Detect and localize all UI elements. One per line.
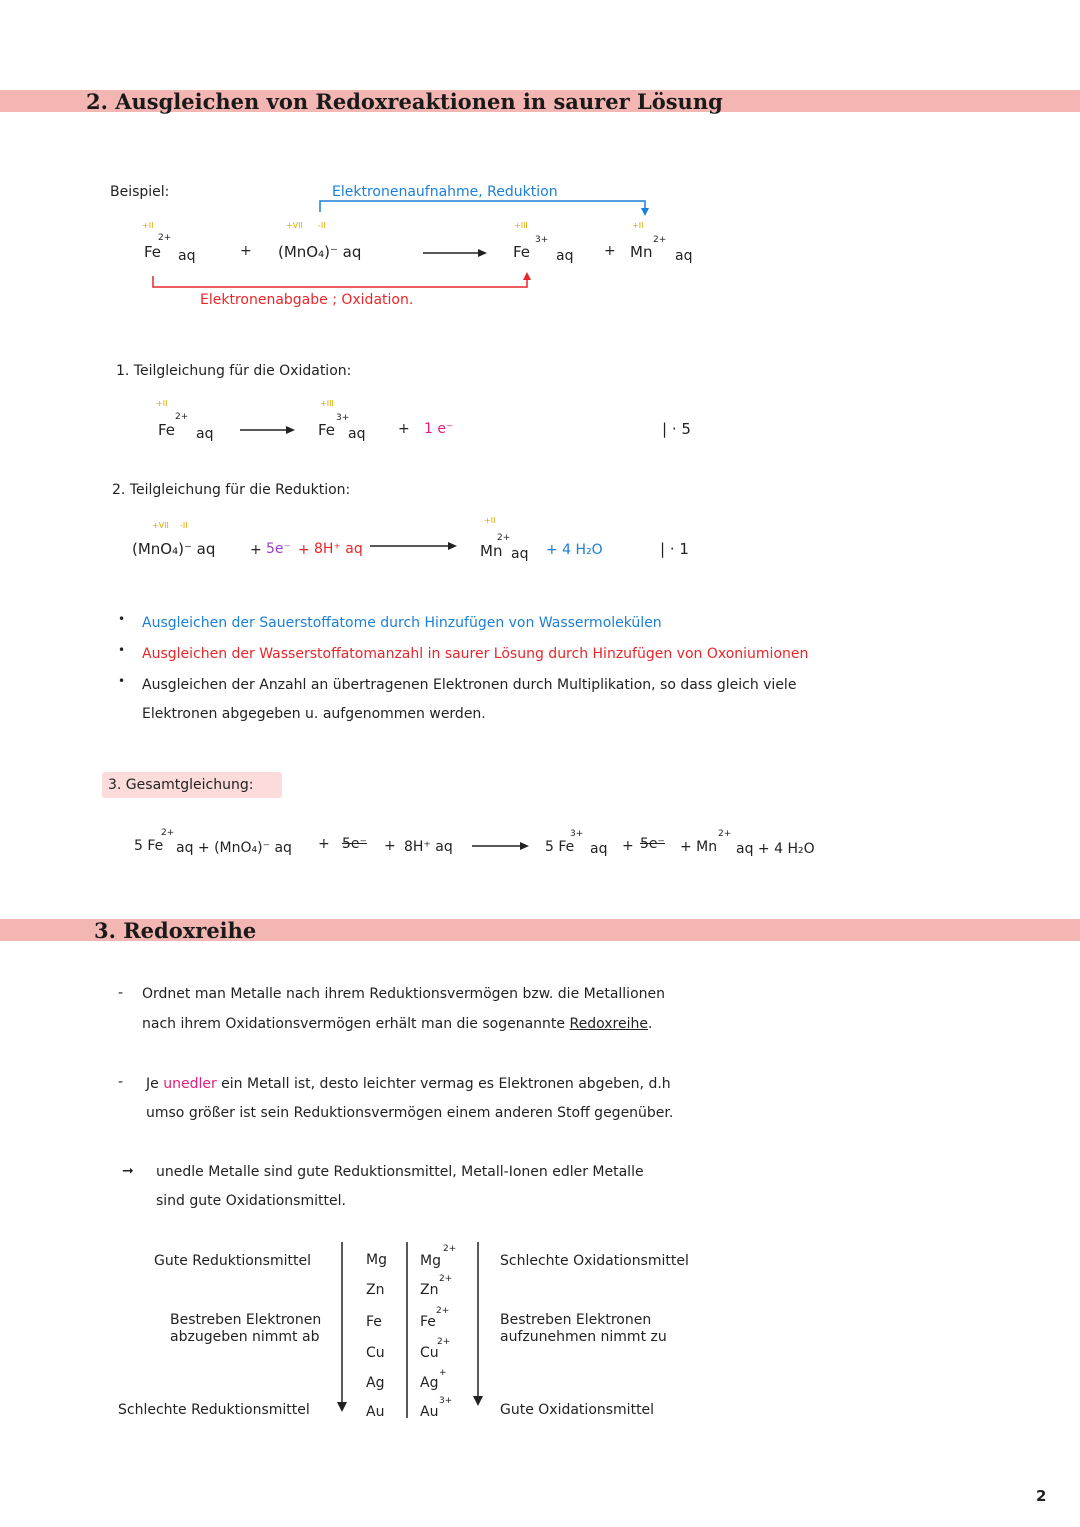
arrow-label-reduction: Elektronenaufnahme, Reduktion <box>332 184 558 200</box>
factor: | · 1 <box>660 540 689 558</box>
teilgleichung-2-label: 2. Teilgleichung für die Reduktion: <box>112 482 351 498</box>
gesamtgleichung-label: 3. Gesamtgleichung: <box>108 777 254 793</box>
formula-mno4: (MnO₄)⁻ aq <box>132 540 216 558</box>
metal: Ag <box>366 1375 385 1391</box>
label-good-oxidizing: Gute Oxidationsmittel <box>500 1402 655 1418</box>
section-3-title: 3. Redoxreihe <box>94 918 257 943</box>
charge: 2+ <box>718 829 732 839</box>
ox-number: +VII <box>152 521 169 530</box>
ox-number: +III <box>514 221 528 230</box>
aq: aq <box>590 841 608 857</box>
electron-cancelled: 5e⁻ <box>640 836 665 852</box>
dash: - <box>118 985 124 1001</box>
charge: 2+ <box>437 1337 451 1347</box>
plus: + <box>250 542 262 558</box>
water: + 4 H₂O <box>546 542 603 558</box>
ox-number: +VII <box>286 221 303 230</box>
aq: aq <box>196 426 214 442</box>
example-label: Beispiel: <box>110 184 170 200</box>
charge: 3+ <box>570 829 584 839</box>
charge: 2+ <box>443 1244 457 1254</box>
metal-ion: Mg <box>420 1253 441 1269</box>
teilgleichung-1-label: 1. Teilgleichung für die Oxidation: <box>116 363 352 379</box>
total-right-water: aq + 4 H₂O <box>736 841 815 857</box>
aq: aq <box>348 426 366 442</box>
label-bad-reducing: Schlechte Reduktionsmittel <box>118 1402 310 1418</box>
formula-fe3: Fe <box>513 243 531 261</box>
bullet-2: Ausgleichen der Wasserstoffatomanzahl in saurer Lösung durch Hinzufügen von Oxoniumionen <box>142 646 809 662</box>
section-2-title: 2. Ausgleichen von Redoxreaktionen in saurer Lösung <box>86 89 723 114</box>
para-1-line-2: nach ihrem Oxidationsvermögen erhält man die sogenannte Redoxreihe. <box>142 1016 653 1032</box>
reaction-arrow <box>240 424 296 436</box>
unedler-term: unedler <box>163 1076 217 1092</box>
label-left-trend-1: Bestreben Elektronen <box>170 1312 322 1328</box>
electron: 5e⁻ <box>266 541 291 557</box>
metal: Fe <box>366 1314 382 1330</box>
total-right-fe: 5 Fe <box>545 839 575 855</box>
total-left-mno4: aq + (MnO₄)⁻ aq <box>176 840 292 856</box>
charge: 2+ <box>175 412 189 422</box>
para-3-line-2: sind gute Oxidationsmittel. <box>156 1193 346 1209</box>
redox-series-lines <box>330 1238 500 1422</box>
arrow-label-oxidation: Elektronenabgabe ; Oxidation. <box>200 292 414 308</box>
para-1-line-1: Ordnet man Metalle nach ihrem Reduktionsvermögen bzw. die Metallionen <box>142 986 665 1002</box>
plus: + <box>318 836 330 852</box>
aq: aq <box>675 248 693 264</box>
para-2-line-2: umso größer ist sein Reduktionsvermögen einem anderen Stoff gegenüber. <box>146 1105 674 1121</box>
metal-ion: Zn <box>420 1282 439 1298</box>
label-bad-oxidizing: Schlechte Oxidationsmittel <box>500 1253 689 1269</box>
ox-number: +II <box>484 516 496 525</box>
formula-fe: Fe <box>158 421 176 439</box>
charge: 3+ <box>535 235 549 245</box>
para-2-line-1: Je unedler ein Metall ist, desto leichter vermag es Elektronen abgeben, d.h <box>146 1076 671 1092</box>
charge: 3+ <box>439 1396 453 1406</box>
label-right-trend-1: Bestreben Elektronen <box>500 1312 652 1328</box>
label-good-reducing: Gute Reduktionsmittel <box>154 1253 311 1269</box>
bullet-3-cont: Elektronen abgegeben u. aufgenommen werden. <box>142 706 486 722</box>
charge: 2+ <box>158 233 172 243</box>
metal: Cu <box>366 1345 385 1361</box>
metal-ion: Au <box>420 1404 439 1420</box>
electron-cancelled: 5e⁻ <box>342 836 367 852</box>
total-oxonium: 8H⁺ aq <box>404 839 453 855</box>
arrow-icon: ➞ <box>122 1163 134 1179</box>
label-right-trend-2: aufzunehmen nimmt zu <box>500 1329 667 1345</box>
formula-mn: Mn <box>480 542 503 560</box>
charge: 2+ <box>653 235 667 245</box>
metal: Mg <box>366 1252 387 1268</box>
para-3-line-1: unedle Metalle sind gute Reduktionsmittel, Metall-Ionen edler Metalle <box>156 1164 644 1180</box>
metal: Au <box>366 1404 385 1420</box>
metal: Zn <box>366 1282 385 1298</box>
plus: + <box>622 838 634 854</box>
electron: 1 e⁻ <box>424 421 454 437</box>
charge: 2+ <box>161 828 175 838</box>
charge: 2+ <box>497 533 511 543</box>
metal-ion: Fe <box>420 1314 436 1330</box>
reaction-arrows <box>0 0 1080 330</box>
page-number: 2 <box>1036 1487 1047 1505</box>
charge: 3+ <box>336 413 350 423</box>
plus: + <box>298 542 310 558</box>
bullet-dot: • <box>118 643 126 657</box>
reaction-arrow <box>370 540 460 552</box>
plus: + <box>384 838 396 854</box>
aq: aq <box>511 546 529 562</box>
ox-number: -II <box>180 521 188 530</box>
bullet-1: Ausgleichen der Sauerstoffatome durch Hinzufügen von Wassermolekülen <box>142 615 662 631</box>
ox-number: +II <box>156 399 168 408</box>
metal-ion: Cu <box>420 1345 439 1361</box>
aq: aq <box>556 248 574 264</box>
charge: + <box>439 1368 447 1378</box>
metal-ion: Ag <box>420 1375 439 1391</box>
formula-mn: Mn <box>630 243 653 261</box>
aq: aq <box>178 248 196 264</box>
bullet-dot: • <box>118 674 126 688</box>
factor: | · 5 <box>662 420 691 438</box>
plus: + <box>398 421 410 437</box>
bullet-dot: • <box>118 612 126 626</box>
oxonium: 8H⁺ aq <box>314 541 363 557</box>
reaction-arrow <box>472 840 532 852</box>
bullet-3: Ausgleichen der Anzahl an übertragenen Elektronen durch Multiplikation, so dass gleich viele <box>142 677 797 693</box>
formula-mno4: (MnO₄)⁻ aq <box>278 243 362 261</box>
ox-number: +III <box>320 399 334 408</box>
ox-number: +II <box>632 221 644 230</box>
dash: - <box>118 1074 124 1090</box>
formula-fe3: Fe <box>318 421 336 439</box>
label-left-trend-2: abzugeben nimmt ab <box>170 1329 320 1345</box>
ox-number: -II <box>318 221 326 230</box>
charge: 2+ <box>439 1274 453 1284</box>
plus: + <box>604 243 616 259</box>
formula-fe: Fe <box>144 243 162 261</box>
ox-number: +II <box>142 221 154 230</box>
redoxreihe-term: Redoxreihe <box>569 1016 648 1032</box>
total-right-mn: + Mn <box>680 839 718 855</box>
total-left-fe: 5 Fe <box>134 838 164 854</box>
charge: 2+ <box>436 1306 450 1316</box>
plus: + <box>240 243 252 259</box>
